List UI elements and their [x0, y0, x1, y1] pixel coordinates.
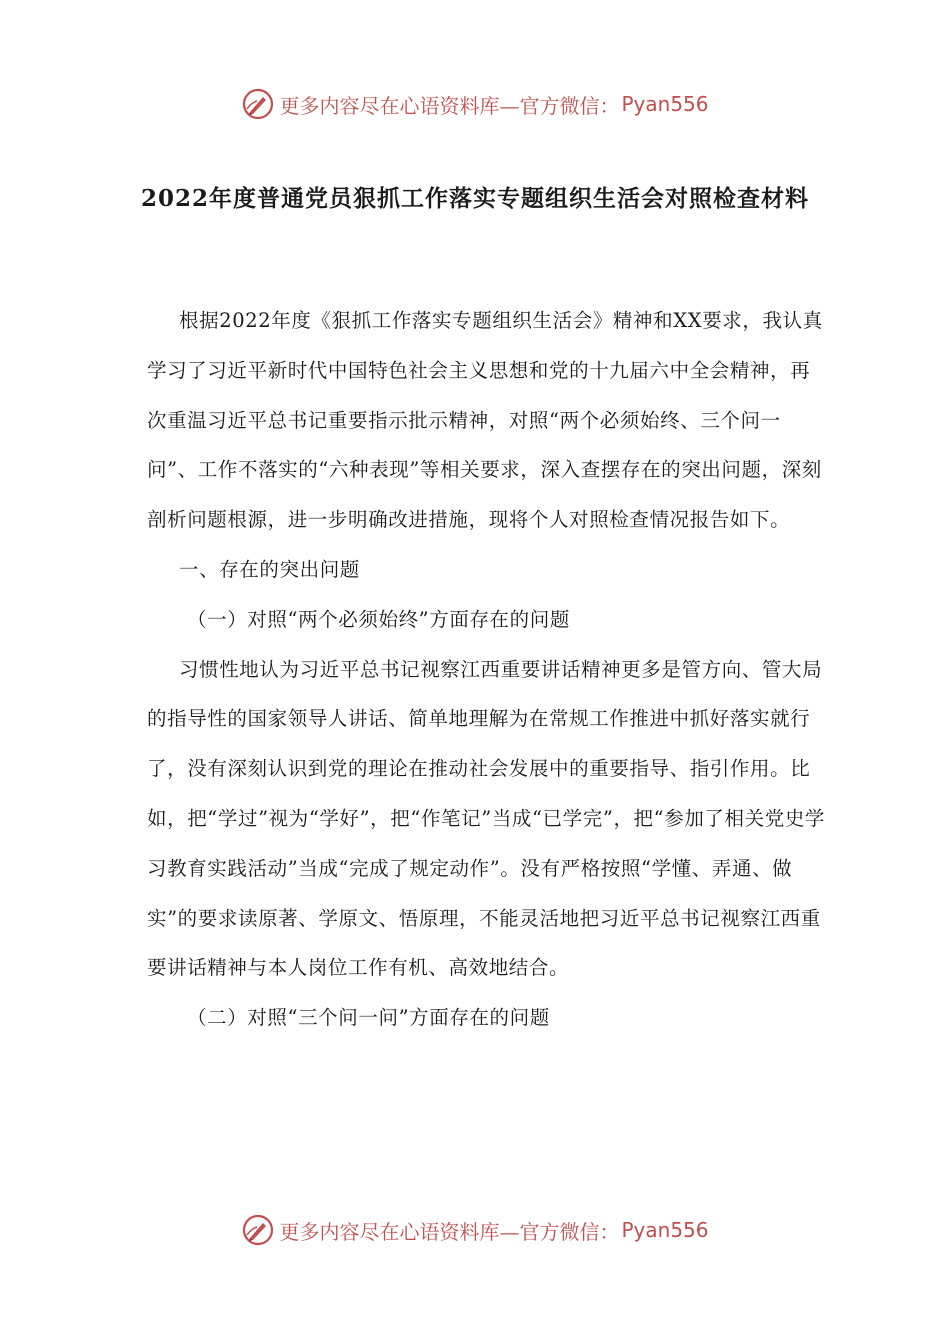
header-watermark: [0, 82, 950, 126]
pen-circle-icon: [241, 1213, 275, 1247]
watermark-wechat-id: Pyan556: [621, 1218, 709, 1242]
paragraph-problem-1: 习惯性地认为习近平总书记视察江西重要讲话精神更多是管方向、管大局的指导性的国家领导人讲话、简单地理解为在常规工作推进中抓好落实就行了，没有深刻认识到党的理论在推动社会发展中的重要指导、指引作用。比如，把“学过”视为“学好”，把“作笔记”当成“已学完”，把“参加了相关党史学习教育实践活动”当成“完成了规定动作”。没有严格按照“学懂、弄通、做实”的要求读原著、学原文、悟原理，不能灵活地把习近平总书记视察江西重要讲话精神与本人岗位工作有机、高效地结合。: [147, 657, 826, 980]
subsection-heading-2: （二）对照“三个问一问”方面存在的问题: [187, 1006, 550, 1030]
watermark-text: 更多内容尽在心语资料库—官方微信：: [279, 93, 620, 118]
paragraph-intro: 根据2022年度《狠抓工作落实专题组织生活会》精神和XX要求，我认真学习了习近平新时代中国特色社会主义思想和党的十九届六中全会精神，再次重温习近平总书记重要指示批示精神，对照“两个必须始终、三个问一问”、工作不落实的“六种表现”等相关要求，深入查摆存在的突出问题，深刻剖析问题根源，进一步明确改进措施，现将个人对照检查情况报告如下。: [147, 309, 823, 532]
pen-circle-icon: [241, 87, 275, 121]
subsection-heading-1: （一）对照“两个必须始终”方面存在的问题: [187, 607, 570, 631]
section-heading: 一、存在的突出问题: [179, 557, 360, 581]
watermark-text: 更多内容尽在心语资料库—官方微信：: [279, 1219, 620, 1244]
footer-watermark: [0, 1208, 950, 1252]
watermark-wechat-id: Pyan556: [621, 92, 709, 116]
document-title: 2022年度普通党员狠抓工作落实专题组织生活会对照检查材料: [140, 185, 809, 212]
document-body: [147, 296, 827, 1043]
